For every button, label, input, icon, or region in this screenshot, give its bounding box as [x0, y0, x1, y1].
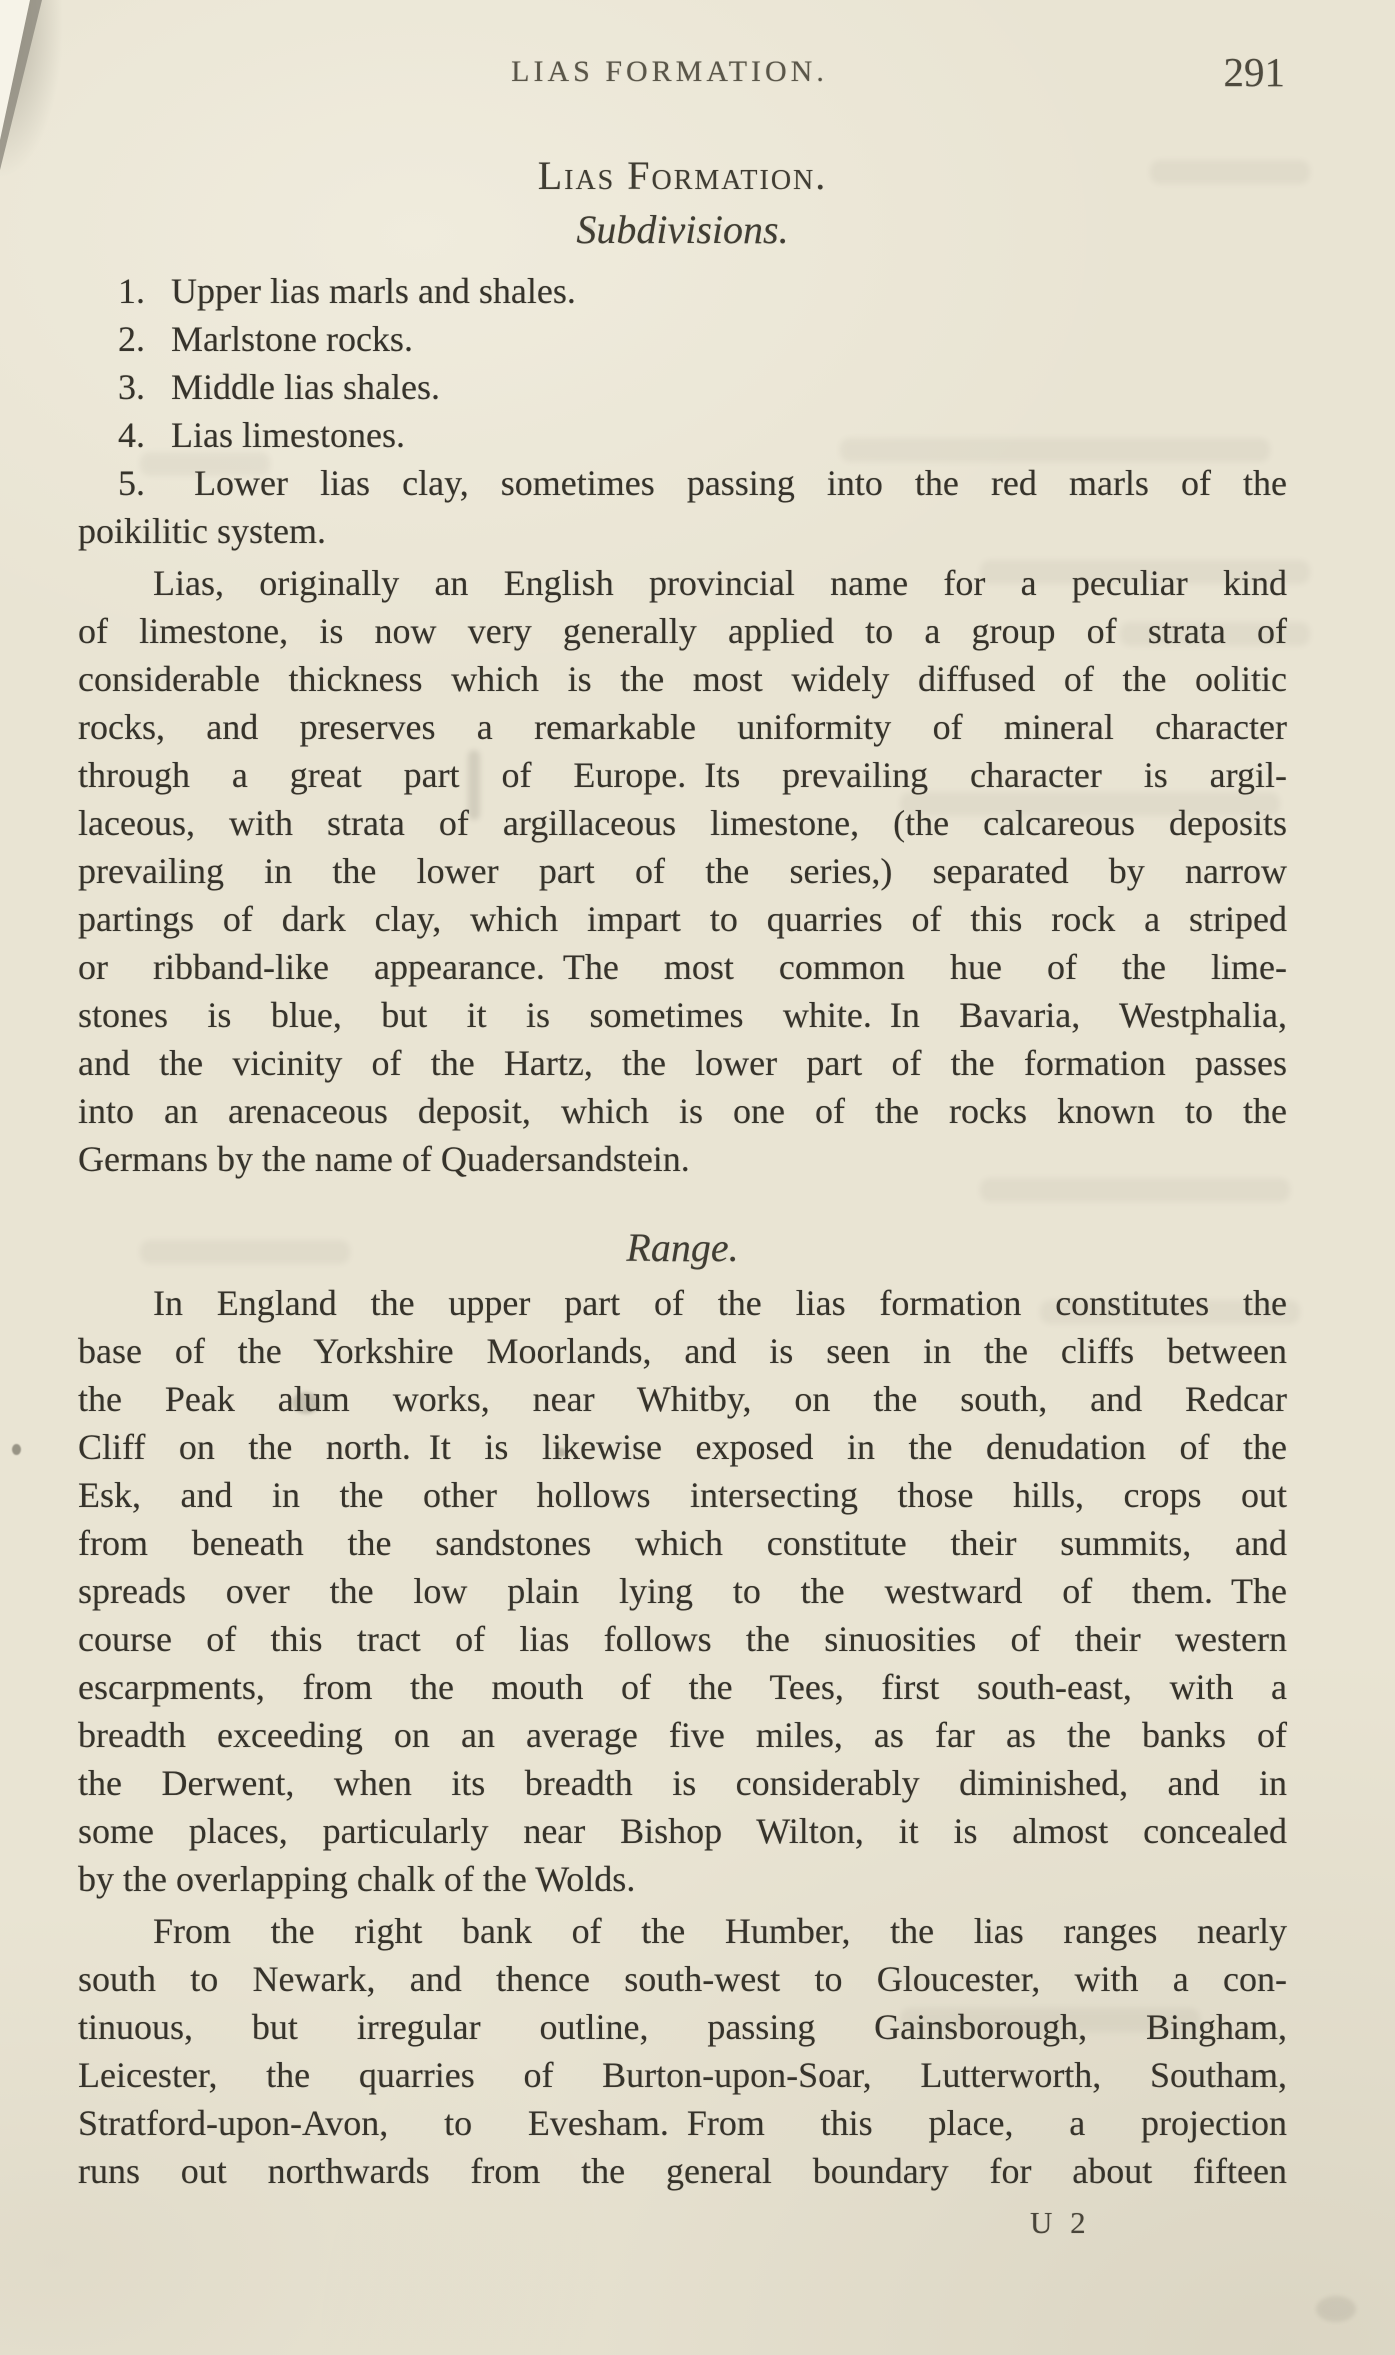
- page-curl: [0, 0, 30, 140]
- list-item: [78, 315, 1287, 363]
- paragraph-lias-description: [78, 559, 1287, 1183]
- text-line: course of this tract of lias follows the sinuosities of their western: [78, 1619, 1287, 1659]
- text-line: Stratford-upon-Avon, to Evesham. From this place, a projection: [78, 2103, 1287, 2143]
- text-line: tinuous, but irregular outline, passing Gainsborough, Bingham,: [78, 2007, 1287, 2047]
- subdivisions-list: [78, 267, 1287, 555]
- list-item-number: 2.: [118, 319, 145, 359]
- list-item: [78, 459, 1287, 507]
- text-line: considerable thickness which is the most widely diffused of the oolitic: [78, 659, 1287, 699]
- page-header: [78, 50, 1287, 98]
- text-line: the Derwent, when its breadth is considerably diminished, and in: [78, 1763, 1287, 1803]
- running-title: LIAS FORMATION.: [511, 55, 828, 88]
- text-line: poikilitic system.: [78, 511, 326, 551]
- text-line: Germans by the name of Quadersandstein.: [78, 1139, 690, 1179]
- text-line: Cliff on the north. It is likewise exposed in the denudation of the: [78, 1427, 1287, 1467]
- list-item-text: Marlstone rocks.: [171, 319, 413, 359]
- list-item-text: Middle lias shales.: [171, 367, 440, 407]
- paper-speck: [1316, 2296, 1356, 2322]
- list-item-number: 5.: [118, 463, 145, 503]
- text-line: breadth exceeding on an average five miles, as far as the banks of: [78, 1715, 1287, 1755]
- section-title: Lias Formation.: [537, 153, 828, 198]
- text-line: From the right bank of the Humber, the lias ranges nearly: [153, 1911, 1287, 1951]
- text-line: the Peak alum works, near Whitby, on the south, and Redcar: [78, 1379, 1287, 1419]
- text-line: or ribband-like appearance. The most common hue of the lime-: [78, 947, 1287, 987]
- list-item: [78, 411, 1287, 459]
- text-line: In England the upper part of the lias formation constitutes the: [153, 1283, 1287, 1323]
- text-line: through a great part of Europe. Its prevailing character is argil-: [78, 755, 1287, 795]
- text-line: from beneath the sandstones which constitute their summits, and: [78, 1523, 1287, 1563]
- text-line: spreads over the low plain lying to the westward of them. The: [78, 1571, 1287, 1611]
- paper-speck: [12, 1444, 21, 1455]
- text-line: south to Newark, and thence south-west to Gloucester, with a con-: [78, 1959, 1287, 1999]
- list-item: [78, 363, 1287, 411]
- text-line: base of the Yorkshire Moorlands, and is seen in the cliffs between: [78, 1331, 1287, 1371]
- subdivisions-heading: Subdivisions.: [576, 207, 789, 252]
- text-line: partings of dark clay, which impart to quarries of this rock a striped: [78, 899, 1287, 939]
- text-line: runs out northwards from the general boundary for about fifteen: [78, 2151, 1287, 2191]
- list-item: [78, 267, 1287, 315]
- text-line: Leicester, the quarries of Burton-upon-Soar, Lutterworth, Southam,: [78, 2055, 1287, 2095]
- text-line: some places, particularly near Bishop Wilton, it is almost concealed: [78, 1811, 1287, 1851]
- text-line: escarpments, from the mouth of the Tees, first south-east, with a: [78, 1667, 1287, 1707]
- text-line: Lias, originally an English provincial name for a peculiar kind: [153, 563, 1287, 603]
- text-line: rocks, and preserves a remarkable uniformity of mineral character: [78, 707, 1287, 747]
- text-line: stones is blue, but it is sometimes white. In Bavaria, Westphalia,: [78, 995, 1287, 1035]
- paragraph-range-england: [78, 1279, 1287, 1903]
- text-line: laceous, with strata of argillaceous limestone, (the calcareous deposits: [78, 803, 1287, 843]
- range-heading: Range.: [626, 1225, 739, 1270]
- page-number: 291: [1223, 49, 1285, 95]
- list-item-text: Upper lias marls and shales.: [171, 271, 576, 311]
- text-column: [78, 150, 1287, 2243]
- list-item-text: Lias limestones.: [171, 415, 405, 455]
- text-line: and the vicinity of the Hartz, the lower part of the formation passes: [78, 1043, 1287, 1083]
- paragraph-range-humber: [78, 1907, 1287, 2195]
- text-line: of limestone, is now very generally applied to a group of strata of: [78, 611, 1287, 651]
- text-line: prevailing in the lower part of the series,) separated by narrow: [78, 851, 1287, 891]
- list-item-number: 1.: [118, 271, 145, 311]
- text-line: Esk, and in the other hollows intersecting those hills, crops out: [78, 1475, 1287, 1515]
- list-item-number: 4.: [118, 415, 145, 455]
- text-line: by the overlapping chalk of the Wolds.: [78, 1859, 636, 1899]
- text-line: into an arenaceous deposit, which is one of the rocks known to the: [78, 1091, 1287, 1131]
- list-item-number: 3.: [118, 367, 145, 407]
- signature-mark: U 2: [1030, 2205, 1091, 2240]
- list-item-text: Lower lias clay, sometimes passing into the red marls of the: [194, 463, 1288, 503]
